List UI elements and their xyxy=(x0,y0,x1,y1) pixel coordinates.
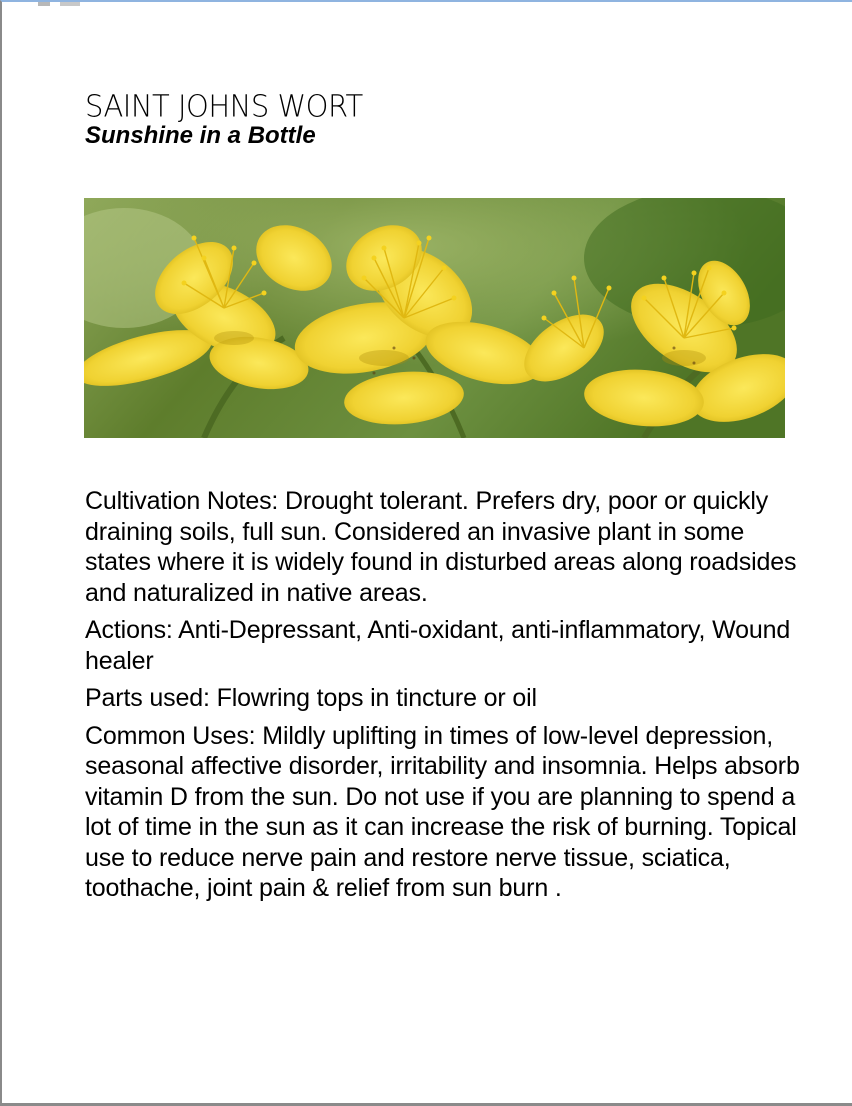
page-subtitle: Sunshine in a Bottle xyxy=(85,122,316,149)
parts-used xyxy=(85,683,805,714)
section-text: Flowring tops in tincture or oil xyxy=(209,684,537,712)
section-label: Cultivation Notes: xyxy=(85,487,279,515)
top-edge-artifact xyxy=(38,2,80,6)
section-label: Actions: xyxy=(85,616,173,644)
section-label: Parts used: xyxy=(85,684,210,712)
herb-description xyxy=(85,486,805,911)
page-title: SAINT JOHNS WORT xyxy=(85,88,363,124)
section-text: Anti-Depressant, Anti-oxidant, anti-inflammatory, Wound healer xyxy=(85,616,791,675)
flower-photo xyxy=(84,198,785,438)
section-text: Drought tolerant. Prefers dry, poor or quickly draining soils, full sun. Considered an invasive plant in some states where it is widely found in disturbed areas along roadsides and naturalized in native areas. xyxy=(85,487,797,607)
section-text: Mildly uplifting in times of low-level depression, seasonal affective disorder, irritability and insomnia. Helps absorb vitamin D from the sun. Do not use if you are planning to spend a lot of time in the sun as it can increase the risk of burning. Topical use to reduce nerve pain and restore nerve tissue, sciatica, toothache, joint pain & relief from sun burn . xyxy=(85,721,800,902)
actions xyxy=(85,615,805,676)
cultivation-notes xyxy=(85,486,805,608)
common-uses xyxy=(85,721,805,904)
section-label: Common Uses: xyxy=(85,721,256,750)
